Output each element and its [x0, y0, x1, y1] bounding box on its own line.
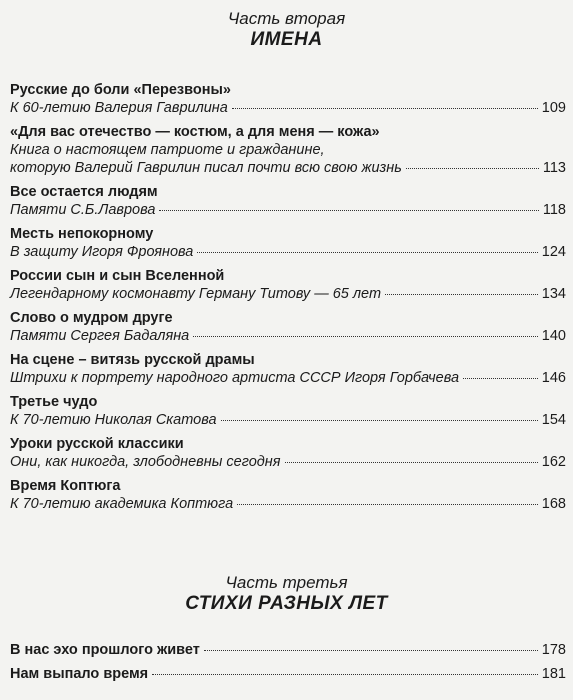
- dot-leader: [159, 210, 538, 211]
- toc-entry[interactable]: [10, 641, 566, 659]
- entry-subtitle: Штрихи к портрету народного артиста СССР Игоря Горбачева: [10, 370, 460, 386]
- entry-subtitle: К 70-летию Николая Скатова: [10, 412, 217, 428]
- part-two-header: [0, 9, 573, 51]
- entry-title: «Для вас отечество — костюм, а для меня — кожа»: [10, 124, 380, 140]
- toc-entry[interactable]: [10, 309, 566, 345]
- toc-entry[interactable]: [10, 81, 566, 117]
- dot-leader: [193, 336, 538, 337]
- entry-lead-line: [10, 243, 566, 261]
- toc-entry[interactable]: [10, 183, 566, 219]
- part-three-subtitle: Часть третья: [225, 573, 348, 592]
- part-two-subtitle: Часть вторая: [227, 9, 346, 28]
- page-number: 124: [541, 244, 566, 260]
- toc-entry[interactable]: [10, 225, 566, 261]
- page-number: 154: [541, 412, 566, 428]
- entry-lead-line: [10, 665, 566, 683]
- dot-leader: [463, 378, 538, 379]
- entry-subtitle: Книга о настоящем патриоте и гражданине,: [10, 142, 325, 158]
- entry-lead-line: [10, 201, 566, 219]
- entry-title: Время Коптюга: [10, 478, 121, 494]
- entry-lead-line: [10, 453, 566, 471]
- entry-title: Третье чудо: [10, 394, 98, 410]
- entry-title: Месть непокорному: [10, 226, 154, 242]
- entry-title: Все остается людям: [10, 184, 158, 200]
- entry-subtitle: К 70-летию академика Коптюга: [10, 496, 234, 512]
- toc-entry[interactable]: [10, 477, 566, 513]
- entry-title: Нам выпало время: [10, 666, 149, 682]
- dot-leader: [152, 674, 538, 675]
- entry-lead-line: [10, 99, 566, 117]
- toc-entry[interactable]: [10, 123, 566, 177]
- dot-leader: [221, 420, 538, 421]
- page-number: 146: [541, 370, 566, 386]
- toc-entry[interactable]: [10, 665, 566, 683]
- page-number: 162: [541, 454, 566, 470]
- toc-entry[interactable]: [10, 435, 566, 471]
- part-two-title: ИМЕНА: [250, 29, 323, 50]
- entry-subtitle: К 60-летию Валерия Гаврилина: [10, 100, 228, 116]
- entry-subtitle: В защиту Игоря Фроянова: [10, 244, 194, 260]
- dot-leader: [204, 650, 538, 651]
- entry-lead-line: [10, 411, 566, 429]
- entry-title: На сцене – витязь русской драмы: [10, 352, 255, 368]
- dot-leader: [285, 462, 538, 463]
- dot-leader: [197, 252, 537, 253]
- part-two-entries: [10, 81, 566, 519]
- dot-leader: [237, 504, 538, 505]
- page-number: 178: [541, 642, 566, 658]
- page-number: 181: [541, 666, 566, 682]
- page-number: 109: [541, 100, 566, 116]
- page-number: 118: [542, 202, 566, 218]
- part-three-entries: [10, 641, 566, 689]
- entry-subtitle: которую Валерий Гаврилин писал почти всю свою жизнь: [10, 160, 402, 176]
- part-three-title: СТИХИ РАЗНЫХ ЛЕТ: [185, 593, 388, 614]
- entry-subtitle: Они, как никогда, злободневны сегодня: [10, 454, 281, 470]
- page-number: 140: [541, 328, 566, 344]
- page-number: 113: [542, 160, 566, 176]
- entry-title: Слово о мудром друге: [10, 310, 173, 326]
- page-number: 134: [541, 286, 566, 302]
- page-number: 168: [541, 496, 566, 512]
- toc-entry[interactable]: [10, 351, 566, 387]
- entry-lead-line: [10, 641, 566, 659]
- entry-lead-line: [10, 369, 566, 387]
- entry-lead-line: [10, 159, 566, 177]
- entry-title: В нас эхо прошлого живет: [10, 642, 200, 658]
- entry-subtitle: Памяти С.Б.Лаврова: [10, 202, 156, 218]
- entry-title: Русские до боли «Перезвоны»: [10, 82, 231, 98]
- entry-subtitle: Памяти Сергея Бадаляна: [10, 328, 190, 344]
- toc-entry[interactable]: [10, 267, 566, 303]
- part-three-header: [0, 573, 573, 615]
- dot-leader: [385, 294, 538, 295]
- entry-title: России сын и сын Вселенной: [10, 268, 225, 284]
- entry-lead-line: [10, 495, 566, 513]
- entry-lead-line: [10, 327, 566, 345]
- dot-leader: [406, 168, 539, 169]
- dot-leader: [232, 108, 538, 109]
- toc-entry[interactable]: [10, 393, 566, 429]
- entry-title: Уроки русской классики: [10, 436, 184, 452]
- entry-lead-line: [10, 285, 566, 303]
- entry-subtitle: Легендарному космонавту Герману Титову — 65 лет: [10, 286, 382, 302]
